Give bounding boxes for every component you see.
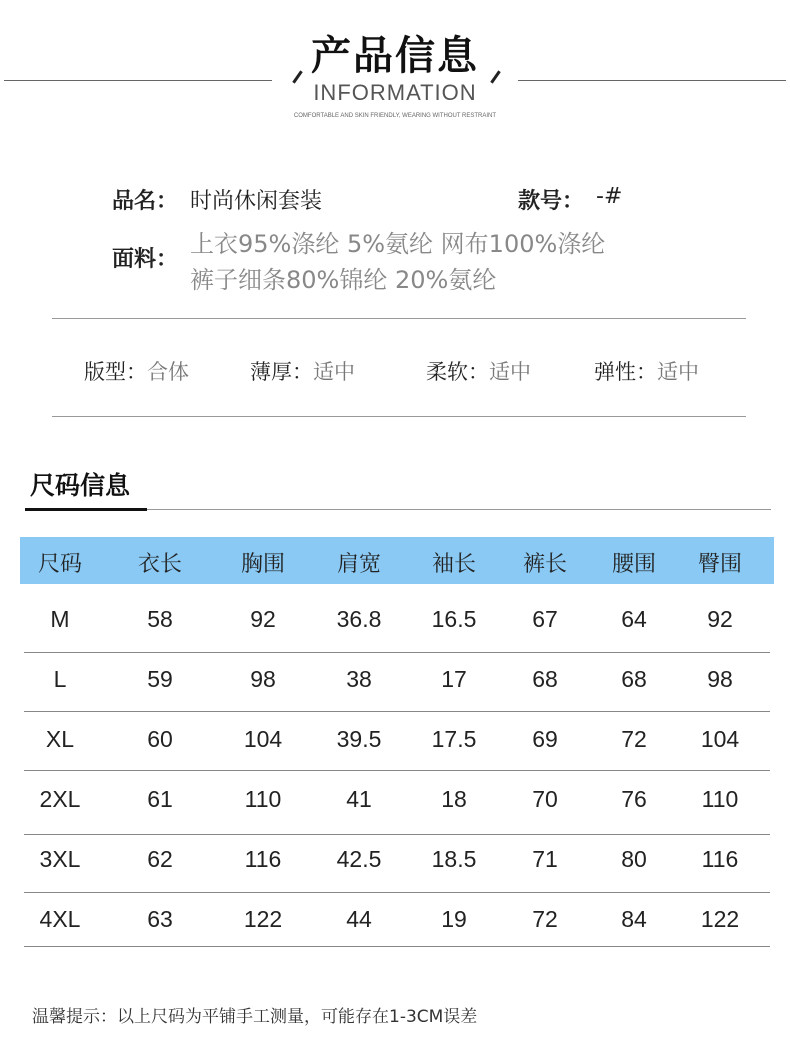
page-subtitle: INFORMATION (313, 80, 477, 105)
table-cell: 42.5 (336, 846, 382, 872)
table-cell: 80 (621, 846, 647, 872)
table-cell: 76 (621, 786, 647, 812)
page-title: 产品信息 (311, 33, 479, 79)
attribute-softness-value: 适中 (489, 360, 531, 384)
table-cell: 16.5 (431, 606, 477, 632)
table-cell: 67 (532, 606, 558, 632)
table-cell: XL (45, 726, 75, 752)
table-cell: 19 (441, 906, 467, 932)
table-cell: 98 (707, 666, 733, 692)
table-cell: 92 (250, 606, 276, 632)
attribute-softness-key: 柔软： (426, 360, 489, 384)
table-cell: 61 (147, 786, 173, 812)
table-cell: 104 (243, 726, 283, 752)
table-cell: 68 (532, 666, 558, 692)
table-cell: 17.5 (431, 726, 477, 752)
attribute-fit (84, 356, 189, 386)
table-cell: 2XL (39, 786, 81, 812)
column-header-length: 衣长 (137, 552, 182, 577)
size-section-underline-accent (25, 508, 147, 511)
attribute-elasticity (594, 356, 699, 386)
table-cell: 69 (532, 726, 558, 752)
table-row (20, 710, 774, 770)
column-header-waist: 腰围 (611, 552, 656, 577)
column-header-size: 尺码 (37, 552, 82, 577)
column-header-chest: 胸围 (240, 552, 285, 577)
table-row (20, 590, 774, 650)
table-cell: 110 (244, 786, 282, 812)
table-cell: 122 (243, 906, 283, 932)
fabric-line-1: 上衣95%涤纶 5%氨纶 网布100%涤纶 (190, 230, 606, 258)
page-tagline: COMFORTABLE AND SKIN FRIENDLY, WEARING WITHOUT RESTRAINT (293, 113, 497, 119)
table-cell: 72 (532, 906, 558, 932)
table-cell: L (53, 666, 67, 692)
size-table-header (20, 537, 774, 584)
table-cell: 72 (621, 726, 647, 752)
table-cell: 104 (700, 726, 740, 752)
attribute-thickness-value: 适中 (313, 360, 355, 384)
column-header-pants-length: 裤长 (522, 552, 567, 577)
product-name-label: 品名： (112, 189, 179, 214)
product-name-value: 时尚休闲套装 (190, 189, 323, 214)
table-cell: 3XL (39, 846, 81, 872)
table-cell: 17 (441, 666, 467, 692)
table-cell: M (50, 606, 70, 632)
row-divider (24, 946, 770, 947)
attribute-elasticity-value: 适中 (657, 360, 699, 384)
table-cell: 18.5 (431, 846, 477, 872)
table-cell: 59 (147, 666, 173, 692)
fabric-label: 面料： (112, 247, 179, 272)
table-row (20, 890, 774, 950)
size-section-title: 尺码信息 (30, 471, 131, 500)
attribute-softness (426, 356, 531, 386)
table-cell: 71 (532, 846, 558, 872)
table-cell: 60 (147, 726, 173, 752)
table-cell: 38 (346, 666, 372, 692)
table-cell: 68 (621, 666, 647, 692)
attributes-divider-top (52, 318, 746, 319)
table-cell: 18 (441, 786, 467, 812)
attribute-fit-key: 版型： (84, 360, 147, 384)
table-row (20, 830, 774, 890)
table-row (20, 650, 774, 710)
table-cell: 116 (244, 846, 282, 872)
column-header-shoulder: 肩宽 (336, 552, 381, 577)
table-cell: 64 (621, 606, 647, 632)
table-cell: 70 (532, 786, 558, 812)
table-cell: 98 (250, 666, 276, 692)
column-header-hip: 臀围 (697, 552, 742, 577)
table-cell: 41 (346, 786, 372, 812)
table-cell: 84 (621, 906, 647, 932)
table-row (20, 770, 774, 830)
table-cell: 92 (707, 606, 733, 632)
table-cell: 44 (346, 906, 372, 932)
table-cell: 110 (701, 786, 739, 812)
attribute-fit-value: 合体 (147, 360, 189, 384)
table-cell: 36.8 (336, 606, 382, 632)
attribute-elasticity-key: 弹性： (594, 360, 657, 384)
product-code-label: 款号： (518, 189, 585, 214)
table-cell: 63 (147, 906, 173, 932)
table-cell: 39.5 (336, 726, 382, 752)
attributes-divider-bottom (52, 416, 746, 417)
attribute-thickness (250, 356, 355, 386)
measurement-note: 温馨提示：以上尺码为平铺手工测量，可能存在1-3CM误差 (32, 1007, 478, 1027)
product-code-value: -# (596, 184, 623, 209)
attribute-thickness-key: 薄厚： (250, 360, 313, 384)
table-cell: 116 (701, 846, 739, 872)
fabric-line-2: 裤子细条80%锦纶 20%氨纶 (190, 266, 497, 294)
column-header-sleeve: 袖长 (431, 552, 476, 577)
table-cell: 122 (700, 906, 740, 932)
table-cell: 4XL (39, 906, 81, 932)
table-cell: 62 (147, 846, 173, 872)
table-cell: 58 (147, 606, 173, 632)
